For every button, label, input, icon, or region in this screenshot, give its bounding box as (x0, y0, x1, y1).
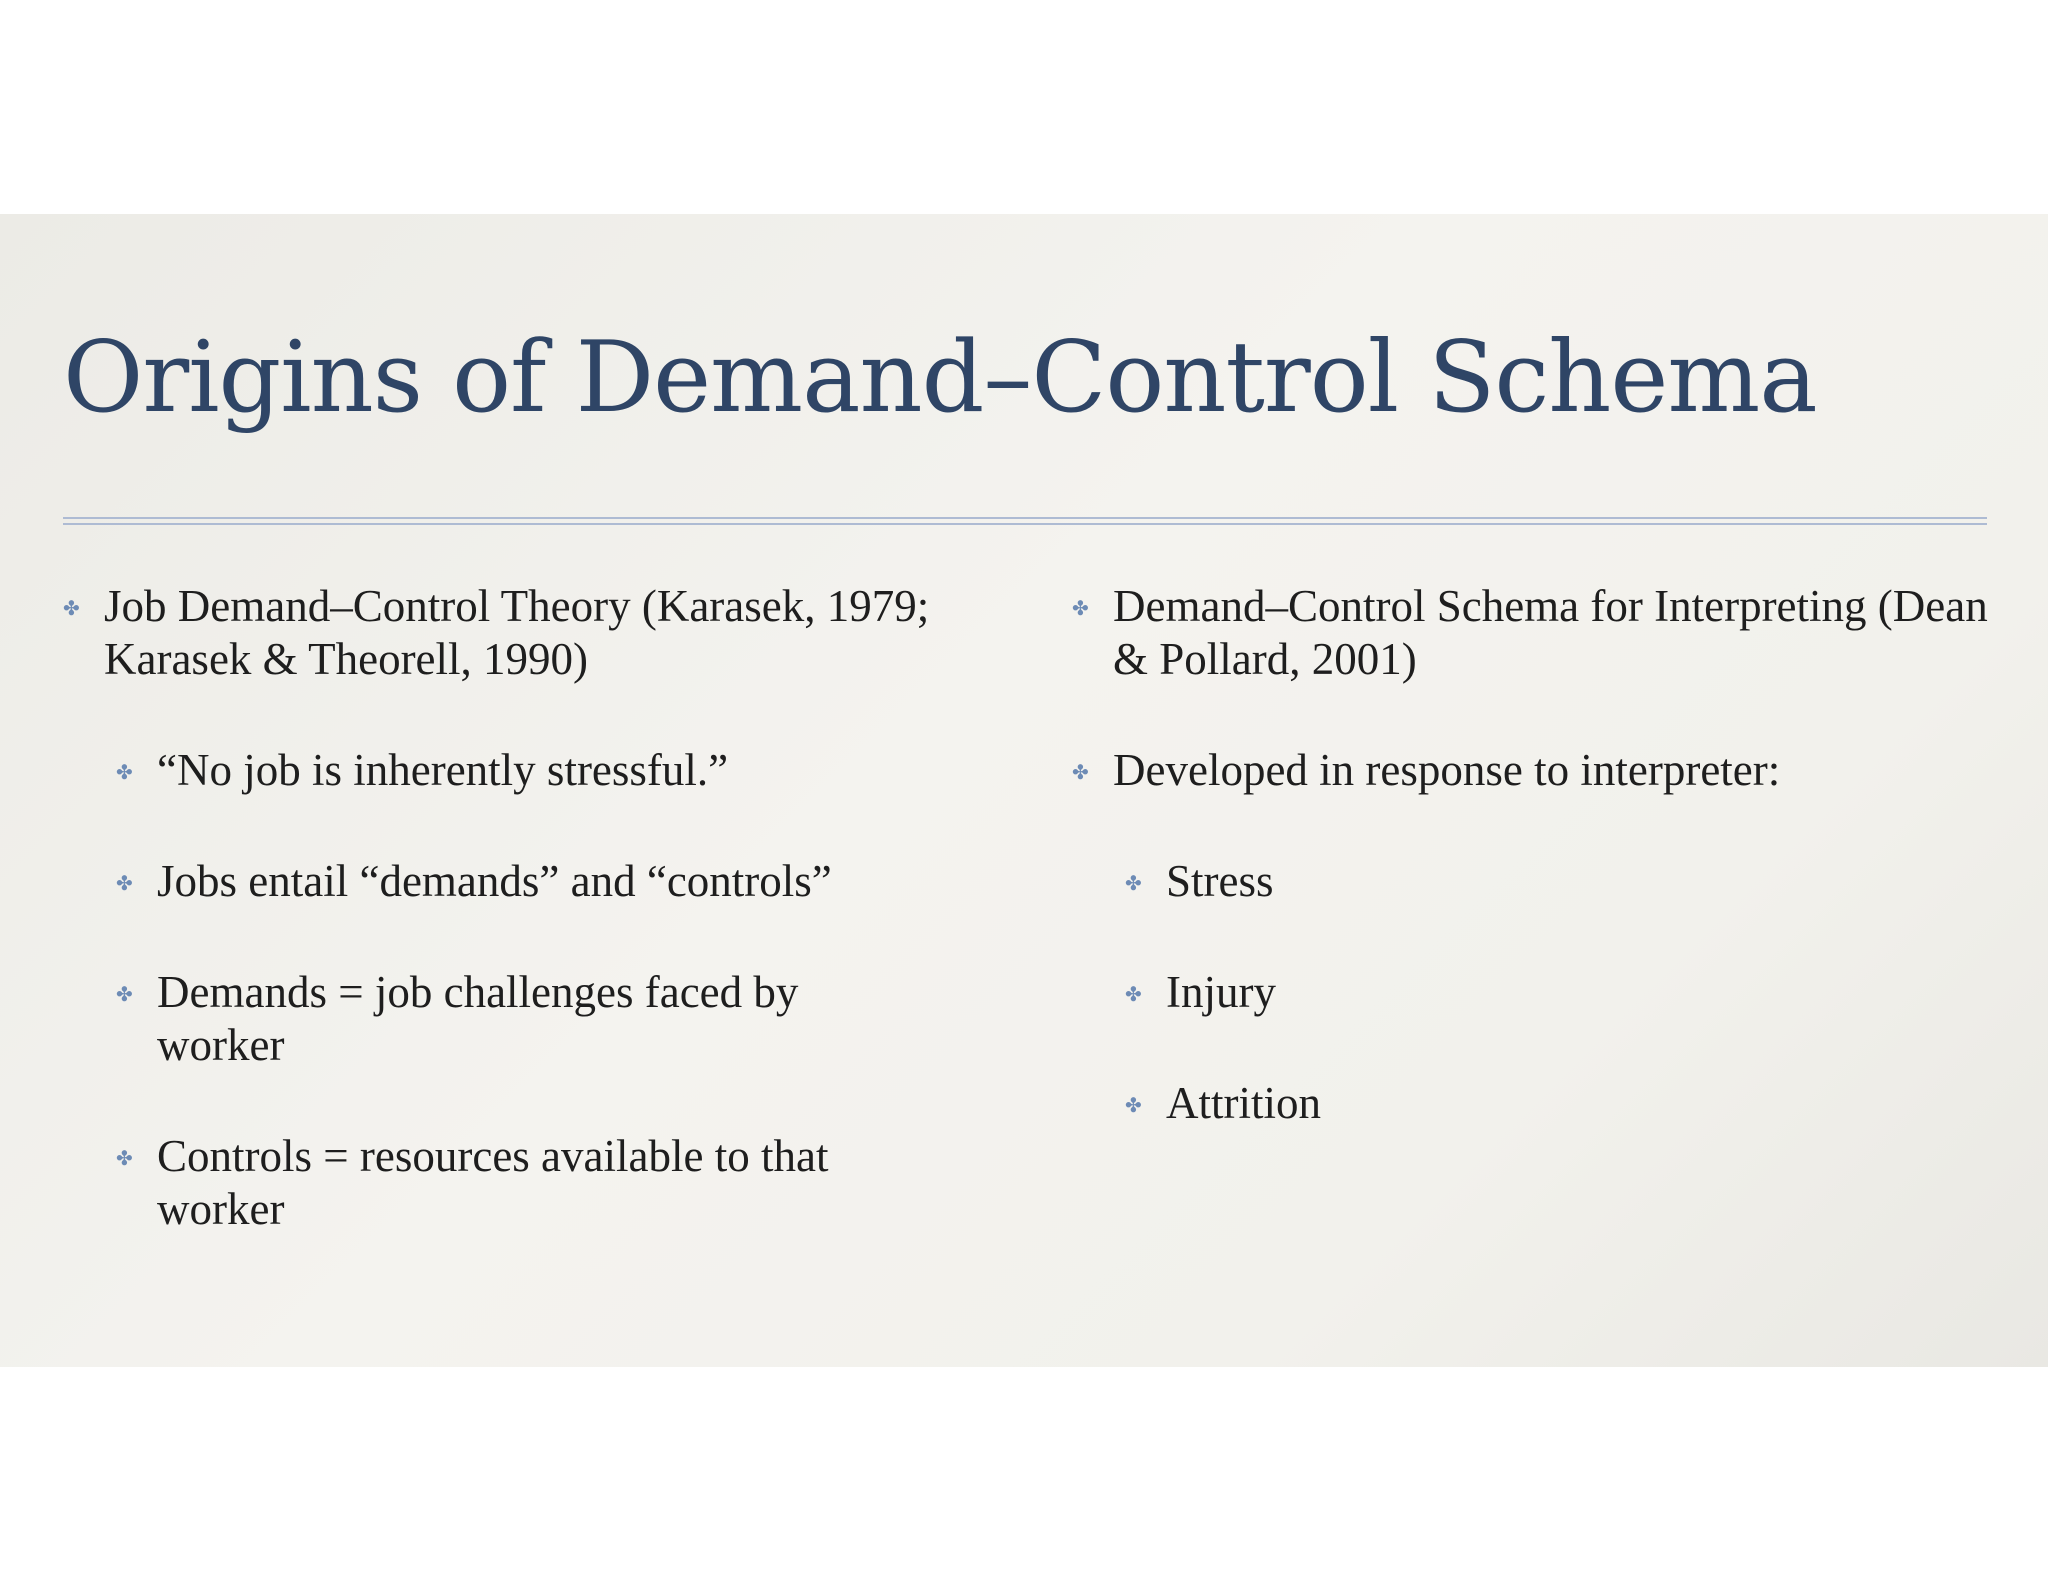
bullet-icon: ✤ (1072, 596, 1089, 620)
list-item (116, 1130, 917, 1236)
bullet-icon: ✤ (1125, 871, 1142, 895)
list-item-text: Demands = job challenges faced by worker (157, 967, 799, 1070)
list-item (116, 855, 947, 908)
list-item (1072, 580, 2013, 686)
bullet-icon: ✤ (116, 871, 133, 895)
list-item (1072, 744, 2013, 797)
bullet-icon: ✤ (1125, 982, 1142, 1006)
list-item-text: “No job is inherently stressful.” (157, 745, 729, 795)
bullet-icon: ✤ (116, 1146, 133, 1170)
list-item-text: Jobs entail “demands” and “controls” (157, 856, 832, 906)
title-divider-top (63, 517, 1987, 519)
list-item (63, 580, 934, 686)
right-column (1072, 580, 1988, 1130)
list-item (116, 966, 917, 1072)
list-item-text: Controls = resources available to that worker (157, 1131, 829, 1234)
list-item-text: Demand–Control Schema for Interpreting (Dean & Pollard, 2001) (1113, 581, 1988, 684)
list-item-text: Injury (1166, 967, 1276, 1017)
slide (0, 214, 2048, 1367)
list-item-text: Developed in response to interpreter: (1113, 745, 1781, 795)
title-divider-bottom (63, 523, 1987, 525)
list-item (1125, 855, 1972, 908)
list-item-text: Attrition (1166, 1078, 1321, 1128)
list-item (1125, 1077, 1972, 1130)
bullet-icon: ✤ (1125, 1093, 1142, 1117)
list-item (116, 744, 917, 797)
slide-title: Origins of Demand–Control Schema (63, 321, 1817, 435)
list-item-text: Job Demand–Control Theory (Karasek, 1979; Karasek & Theorell, 1990) (104, 581, 930, 684)
list-item (1125, 966, 1972, 1019)
left-column (63, 580, 963, 1236)
bullet-icon: ✤ (1072, 760, 1089, 784)
bullet-icon: ✤ (116, 760, 133, 784)
list-item-text: Stress (1166, 856, 1274, 906)
bullet-icon: ✤ (63, 596, 80, 620)
bullet-icon: ✤ (116, 982, 133, 1006)
